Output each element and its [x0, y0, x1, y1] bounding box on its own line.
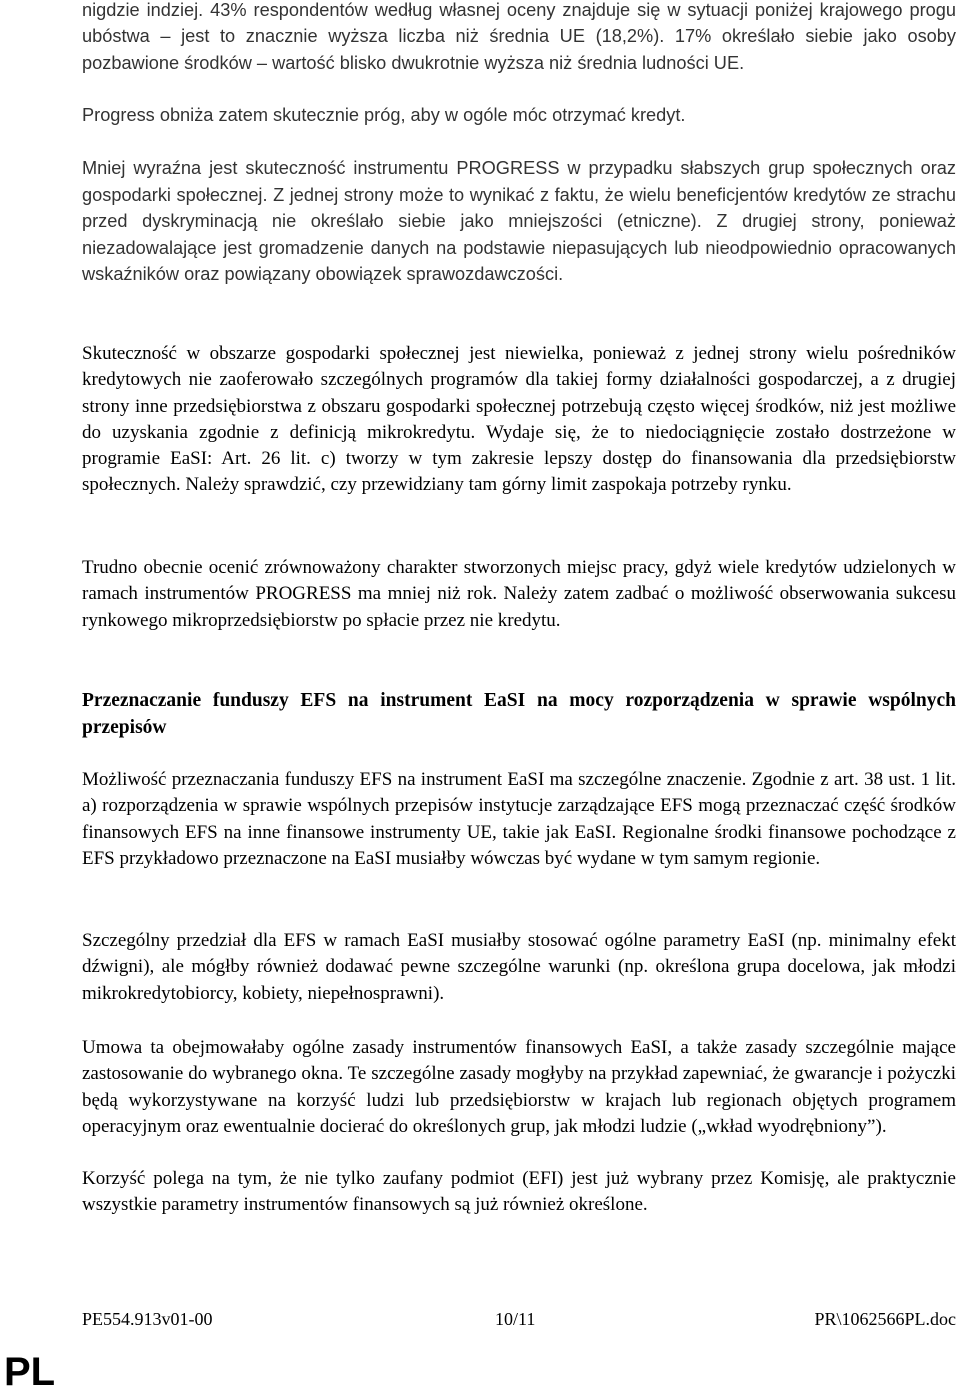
- paragraph-social-economy: Skuteczność w obszarze gospodarki społecznej jest niewielka, ponieważ z jednej strony wielu pośredników kredytowych nie zaoferowało szczególnych programów dla takiej formy działalności gospodarczej, a z drugiej strony inne przedsiębiorstwa z obszaru gospodarki społecznej potrzebują często więcej środków, niż jest możliwe do uzyskania zgodnie z definicją mikrokredytu. Wydaje się, że to niedociągnięcie zostało dostrzeżone w programie EaSI: Art. 26 lit. c) tworzy w tym zakresie lepszy dostęp do finansowania dla przedsiębiorstw społecznych. Należy sprawdzić, czy przewidziany tam górny limit zaspokaja potrzeby rynku.: [82, 343, 956, 496]
- footer-page-number: 10/11: [495, 1309, 536, 1329]
- paragraph-weaker-groups: Mniej wyraźna jest skuteczność instrumentu PROGRESS w przypadku słabszych grup społecznych oraz gospodarki społecznej. Z jednej strony może to wynikać z faktu, że wielu beneficjentów kredytów ze strachu przed dyskryminacją nie określało siebie jako mniejszości (etniczne). Z drugiej strony, ponieważ niezadowalające jest gromadzenie danych na podstawie niepasujących lub nieodpowiednio opracowanych wskaźników oraz powiązany obowiązek sprawozdawczości.: [82, 158, 956, 285]
- footer-file-ref: PR\1062566PL.doc: [814, 1309, 956, 1329]
- footer-doc-ref: PE554.913v01-00: [82, 1309, 213, 1329]
- paragraph-benefit: Korzyść polega na tym, że nie tylko zaufany podmiot (EFI) jest już wybrany przez Komisję, ale praktycznie wszystkie parametry instrumentów finansowych są już również określone.: [82, 1168, 956, 1216]
- paragraph-survey-results: nigdzie indziej. 43% respondentów według własnej oceny znajduje się w sytuacji poniżej krajowego progu ubóstwa – jest to znacznie wyższa liczba niż średnia UE (18,2%). 17% określało siebie jako osoby pozbawione środków – wartość blisko dwukrotnie wyższa niż średnia ludności UE.: [82, 0, 956, 73]
- section-heading: Przeznaczanie funduszy EFS na instrument EaSI na mocy rozporządzenia w sprawie wspólnych przepisów: [82, 690, 956, 738]
- paragraph-progress-threshold: Progress obniża zatem skutecznie próg, aby w ogóle móc otrzymać kredyt.: [82, 105, 686, 125]
- language-code: PL: [4, 1350, 56, 1394]
- paragraph-efs-window: Szczególny przedział dla EFS w ramach EaSI musiałby stosować ogólne parametry EaSI (np. minimalny efekt dźwigni), ale mógłby również dodawać pewne szczególne warunki (np. określona grupa docelowa, jak młodzi mikrokredytobiorcy, kobiety, niepełnosprawni).: [82, 930, 956, 1004]
- paragraph-sustainability: Trudno obecnie ocenić zrównoważony charakter stworzonych miejsc pracy, gdyż wiele kredytów udzielonych w ramach instrumentów PROGRESS ma mniej niż rok. Należy zatem zadbać o możliwość obserwowania sukcesu rynkowego mikroprzedsiębiorstw po spłacie przez nie kredytu.: [82, 557, 956, 631]
- paragraph-agreement: Umowa ta obejmowałaby ogólne zasady instrumentów finansowych EaSI, a także zasady szczególnie mające zastosowanie do wybranego okna. Te szczególne zasady mogłyby na przykład zapewniać, że gwarancje i pożyczki będą wykorzystywane na korzyść ludzi lub przedsiębiorstw w krajach lub regionach objętych programem operacyjnym oraz ewentualnie docierać do określonych grup, jak młodzi ludzie („wkład wyodrębniony”).: [82, 1037, 956, 1137]
- paragraph-efs-allocation: Możliwość przeznaczania funduszy EFS na instrument EaSI ma szczególne znaczenie. Zgodnie z art. 38 ust. 1 lit. a) rozporządzenia w sprawie wspólnych przepisów instytucje zarządzające EFS mogą przeznaczać część środków finansowych EFS na inne finansowe instrumenty UE, takie jak EaSI. Regionalne środki finansowe pochodzące z EFS przykładowo przeznaczone na EaSI musiałby wówczas być wydane w tym samym regionie.: [82, 769, 956, 869]
